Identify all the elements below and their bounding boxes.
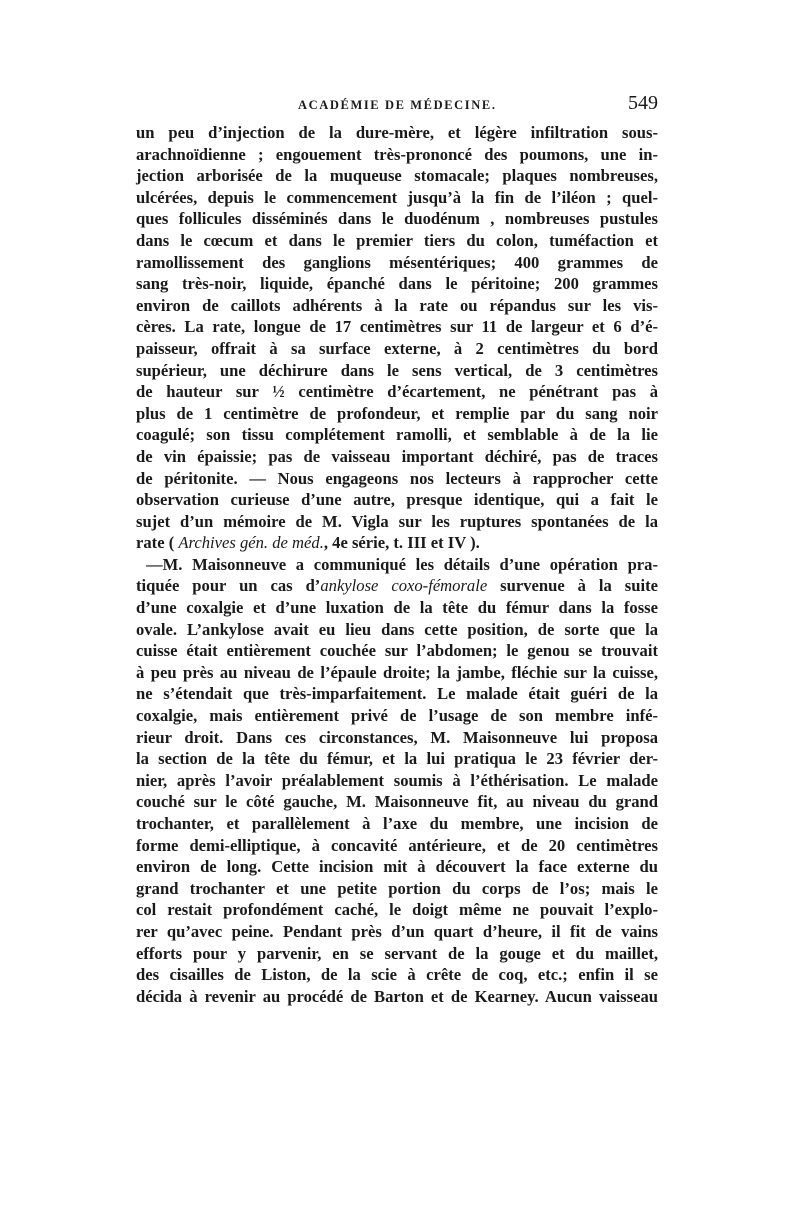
text-line: rer qu’avec peine. Pendant près d’un quart d’heure, il fit de vains bbox=[136, 921, 658, 941]
text-line: observation curieuse d’une autre, presque identique, qui a fait le bbox=[136, 490, 658, 510]
text-line: couché sur le côté gauche, M. Maisonneuve fit, au niveau du grand bbox=[136, 792, 658, 812]
text-line: de vin épaissie; pas de vaisseau important déchiré, pas de traces bbox=[136, 446, 658, 466]
citation-prefix: rate ( bbox=[136, 533, 175, 553]
text-line: ovale. L’ankylose avait eu lieu dans cette position, de sorte que la bbox=[136, 619, 658, 639]
term-prefix: tiquée pour un cas d’ bbox=[136, 576, 321, 596]
citation-suffix: , 4e série, t. III et IV ). bbox=[323, 533, 480, 553]
body-text bbox=[136, 122, 658, 1007]
text-line: rieur droit. Dans ces circonstances, M. Maisonneuve lui proposa bbox=[136, 727, 658, 747]
page-number: 549 bbox=[628, 92, 658, 114]
text-line: jection arborisée de la muqueuse stomacale; plaques nombreuses, bbox=[136, 166, 658, 186]
text-line: sang très-noir, liquide, épanché dans le péritoine; 200 grammes bbox=[136, 274, 658, 294]
text-line: environ de caillots adhérents à la rate ou répandus sur les vis- bbox=[136, 295, 658, 315]
text-line: coagulé; son tissu complétement ramolli, et semblable à de la lie bbox=[136, 425, 658, 445]
text-line: col restait profondément caché, le doigt même ne pouvait l’explo- bbox=[136, 900, 658, 920]
text-line: trochanter, et parallèlement à l’axe du membre, une incision de bbox=[136, 814, 658, 833]
text-line: la section de la tête du fémur, et la lui pratiqua le 23 février der- bbox=[136, 749, 658, 769]
text-line: un peu d’injection de la dure-mère, et légère infiltration sous- bbox=[136, 123, 658, 142]
text-line: cères. La rate, longue de 17 centimètres sur 11 de largeur et 6 d’é- bbox=[136, 317, 658, 337]
text-line-paragraph-start: —M. Maisonneuve a communiqué les détails d’une opération pra- bbox=[146, 554, 658, 574]
text-line: ulcérées, depuis le commencement jusqu’à la fin de l’iléon ; quel- bbox=[136, 187, 658, 207]
text-line-italic-term bbox=[136, 575, 658, 597]
text-line: de péritonite. — Nous engageons nos lecteurs à rapprocher cette bbox=[136, 468, 658, 488]
text-line: ques follicules disséminés dans le duodénum , nombreuses pustules bbox=[136, 209, 658, 229]
text-line: décida à revenir au procédé de Barton et de Kearney. Aucun vaisseau bbox=[136, 986, 658, 1006]
text-line: environ de long. Cette incision mit à découvert la face externe du bbox=[136, 857, 658, 877]
text-line: forme demi-elliptique, à concavité antérieure, et de 20 centimètres bbox=[136, 835, 658, 855]
text-line: ramollissement des ganglions mésentériques; 400 grammes de bbox=[136, 252, 658, 272]
text-line: nier, après l’avoir préalablement soumis à l’éthérisation. Le malade bbox=[136, 770, 658, 790]
text-line: supérieur, une déchirure dans le sens vertical, de 3 centimètres bbox=[136, 360, 658, 380]
text-line: d’une coxalgie et d’une luxation de la tête du fémur dans la fosse bbox=[136, 598, 658, 618]
text-line: paisseur, offrait à sa surface externe, à 2 centimètres du bord bbox=[136, 338, 658, 358]
text-line: arachnoïdienne ; engouement très-prononcé des poumons, une in- bbox=[136, 144, 658, 164]
italic-term: ankylose coxo-fémorale bbox=[320, 576, 488, 596]
text-line: ne s’étendait que très-imparfaitement. Le malade était guéri de la bbox=[136, 684, 658, 704]
citation-journal: Archives gén. de méd. bbox=[178, 533, 324, 553]
text-line: dans le cœcum et dans le premier tiers du colon, tuméfaction et bbox=[136, 230, 658, 250]
text-line: coxalgie, mais entièrement privé de l’usage de son membre infé- bbox=[136, 706, 658, 726]
text-line: de hauteur sur ½ centimètre d’écartement, ne pénétrant pas à bbox=[136, 382, 658, 402]
text-line: à peu près au niveau de l’épaule droite; la jambe, fléchie sur la cuisse, bbox=[136, 662, 658, 682]
running-title: ACADÉMIE DE MÉDECINE. bbox=[298, 98, 497, 112]
text-line: grand trochanter et une petite portion du corps de l’os; mais le bbox=[136, 878, 658, 898]
text-line: cuisse était entièrement couchée sur l’abdomen; le genou se trouvait bbox=[136, 641, 658, 661]
text-line-citation bbox=[136, 532, 658, 554]
text-line: plus de 1 centimètre de profondeur, et remplie par du sang noir bbox=[136, 403, 658, 423]
page-header bbox=[136, 92, 658, 118]
text-line: efforts pour y parvenir, en se servant de la gouge et du maillet, bbox=[136, 943, 658, 963]
term-suffix: survenue à la suite bbox=[487, 576, 658, 596]
document-page bbox=[136, 92, 658, 1007]
text-line: des cisailles de Liston, de la scie à crête de coq, etc.; enfin il se bbox=[136, 965, 658, 985]
text-line: sujet d’un mémoire de M. Vigla sur les ruptures spontanées de la bbox=[136, 511, 658, 531]
